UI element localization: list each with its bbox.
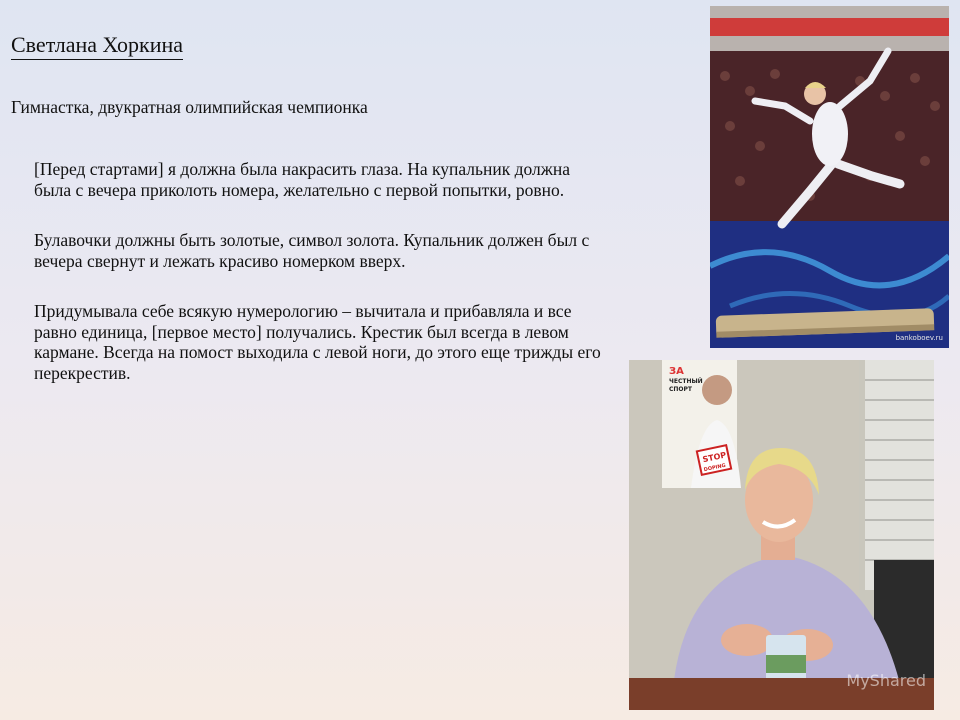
quote-paragraph: Придумывала себе всякую нумерологию – вычитала и прибавляла и все равно единица, [первое место] получались. Крестик был всегда в левом кармане. Всегда на помост выходила с левой ноги, до этого еще трижды его перекрестив. xyxy=(34,301,601,383)
quote-paragraph: [Перед стартами] я должна была накрасить глаза. На купальник должна была с вечера приколоть номера, желательно с первой попытки, ровно. xyxy=(34,159,570,200)
stop-text: STOP xyxy=(701,450,728,465)
quote-block xyxy=(34,159,604,413)
slide-subtitle: Гимнастка, двукратная олимпийская чемпионка xyxy=(11,97,368,117)
doping-text: DOPING xyxy=(703,462,727,474)
poster-text: СПОРТ xyxy=(669,386,693,393)
gymnast-illustration xyxy=(710,6,949,348)
photo-watermark: bankoboev.ru xyxy=(895,334,943,342)
gymnast-photo xyxy=(710,6,949,348)
portrait-illustration xyxy=(629,360,934,710)
slide-title: Светлана Хоркина xyxy=(11,32,183,60)
poster-text: ЧЕСТНЫЙ xyxy=(669,378,703,385)
quote-paragraph: Булавочки должны быть золотые, символ золота. Купальник должен был с вечера свернут и лежать красиво номерком вверх. xyxy=(34,230,590,271)
photo-watermark: MyShared xyxy=(846,671,926,690)
poster-text: ЗА xyxy=(669,366,684,377)
portrait-photo xyxy=(629,360,934,710)
